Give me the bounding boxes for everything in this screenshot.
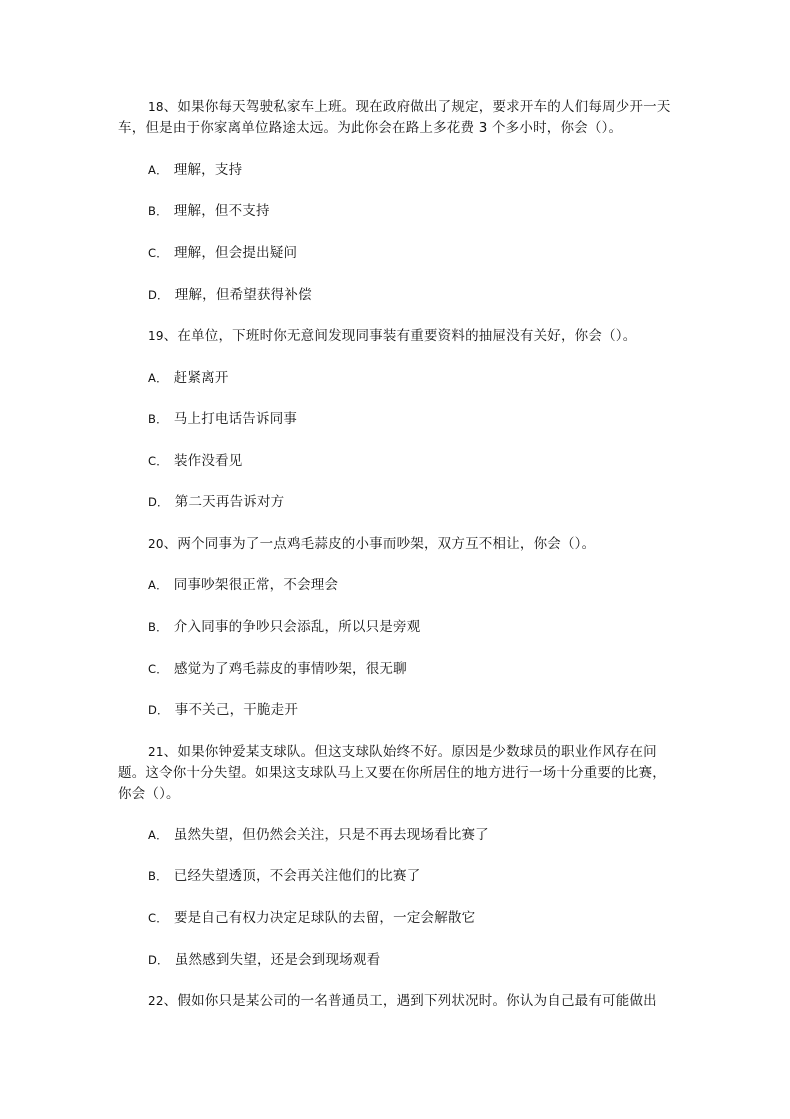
option-label: B． xyxy=(148,204,168,218)
option-text: 装作没看见 xyxy=(173,453,243,469)
option-20-d xyxy=(148,700,298,720)
option-20-b xyxy=(148,617,420,637)
option-text: 同事吵架很正常，不会理会 xyxy=(173,577,339,593)
option-text: 事不关己，干脆走开 xyxy=(174,702,299,718)
option-text: 理解，支持 xyxy=(173,162,243,178)
option-19-b xyxy=(148,409,297,429)
question-text: 、假如你只是某公司的一名普通员工，遇到下列状况时。你认为自己最有可能做出 xyxy=(163,993,657,1009)
option-text: 感觉为了鸡毛蒜皮的事情吵架，很无聊 xyxy=(173,661,407,677)
option-text: 理解，但不支持 xyxy=(173,203,270,219)
option-label: A． xyxy=(148,828,168,842)
option-20-c xyxy=(148,659,407,679)
question-number: 19 xyxy=(148,329,164,343)
option-label: D． xyxy=(148,495,169,509)
question-number: 18 xyxy=(148,100,164,114)
option-19-d xyxy=(148,492,284,512)
option-label: C． xyxy=(148,911,168,925)
question-text: 、如果你钟爱某支球队。但这支球队始终不好。原因是少数球员的职业作风存在问题。这令你十分失望。如果这支球队马上又要在你所居住的地方进行一场十分重要的比赛，你会（）。 xyxy=(118,744,666,802)
option-18-c xyxy=(148,243,297,263)
question-22 xyxy=(118,991,678,1012)
option-text: 第二天再告诉对方 xyxy=(174,494,285,510)
option-label: B． xyxy=(148,620,168,634)
option-label: A． xyxy=(148,371,168,385)
question-21 xyxy=(118,742,678,805)
question-number: 20 xyxy=(148,537,164,551)
option-text: 马上打电话告诉同事 xyxy=(173,411,298,427)
option-label: C． xyxy=(148,246,168,260)
question-text: 、两个同事为了一点鸡毛蒜皮的小事而吵架，双方互不相让，你会（）。 xyxy=(163,536,596,552)
option-label: D． xyxy=(148,288,169,302)
option-text: 虽然感到失望，还是会到现场观看 xyxy=(174,952,381,968)
question-number: 22 xyxy=(148,994,164,1008)
option-19-c xyxy=(148,451,242,471)
question-20 xyxy=(118,534,678,555)
option-label: C． xyxy=(148,662,168,676)
option-18-d xyxy=(148,285,312,305)
option-21-a xyxy=(148,825,489,845)
option-19-a xyxy=(148,368,229,388)
option-text: 虽然失望，但仍然会关注，只是不再去现场看比赛了 xyxy=(173,827,489,843)
option-label: B． xyxy=(148,869,168,883)
option-label: C． xyxy=(148,454,168,468)
question-text: 、在单位，下班时你无意间发现同事装有重要资料的抽屉没有关好，你会（）。 xyxy=(163,328,637,344)
option-text: 已经失望透顶，不会再关注他们的比赛了 xyxy=(173,868,421,884)
option-text: 赶紧离开 xyxy=(173,370,229,386)
option-label: D． xyxy=(148,953,169,967)
option-label: A． xyxy=(148,163,168,177)
option-text: 介入同事的争吵只会添乱，所以只是旁观 xyxy=(173,619,421,635)
question-19 xyxy=(118,326,678,347)
option-label: B． xyxy=(148,412,168,426)
option-label: D． xyxy=(148,703,169,717)
question-number: 21 xyxy=(148,745,164,759)
option-21-c xyxy=(148,908,475,928)
option-18-b xyxy=(148,201,270,221)
option-21-d xyxy=(148,950,380,970)
option-label: A． xyxy=(148,578,168,592)
option-18-a xyxy=(148,160,242,180)
question-text: 、如果你每天驾驶私家车上班。现在政府做出了规定，要求开车的人们每周少开一天车，但是由于你家离单位路途太远。为此你会在路上多花费 3 个多小时，你会（）。 xyxy=(118,99,671,136)
option-text: 要是自己有权力决定足球队的去留，一定会解散它 xyxy=(173,910,476,926)
option-text: 理解，但会提出疑问 xyxy=(173,245,298,261)
option-20-a xyxy=(148,575,338,595)
option-text: 理解，但希望获得补偿 xyxy=(174,287,312,303)
question-18 xyxy=(118,97,678,139)
option-21-b xyxy=(148,866,420,886)
